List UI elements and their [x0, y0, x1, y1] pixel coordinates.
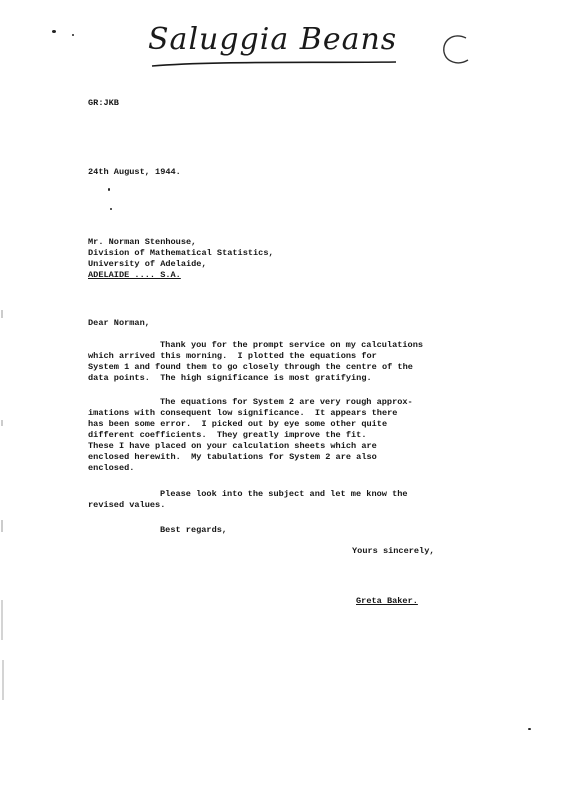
paragraph-line: Thank you for the prompt service on my calculations — [160, 340, 424, 350]
paragraph-line: Please look into the subject and let me know the — [160, 489, 408, 499]
recipient-line: Mr. Norman Stenhouse, — [88, 237, 197, 247]
signature: Greta Baker. — [356, 596, 418, 606]
paragraph-line: has been some error. I picked out by eye some other quite — [88, 419, 388, 429]
paragraph-line: data points. The high significance is most gratifying. — [88, 373, 372, 383]
paragraph-line: System 1 and found them to go closely through the centre of the — [88, 362, 413, 372]
paragraph-line: which arrived this morning. I plotted the equations for — [88, 351, 377, 361]
handwritten-title: Saluggia Beans — [148, 22, 398, 57]
handwritten-circle-mark — [436, 30, 476, 70]
paragraph-line: different coefficients. They greatly improve the fit. — [88, 430, 367, 440]
paragraph-line: imations with consequent low significance. It appears there — [88, 408, 398, 418]
paragraph-line: enclosed. — [88, 463, 135, 473]
reference-code: GR:JKB — [88, 98, 119, 108]
ink-speck — [110, 208, 112, 210]
recipient-line: University of Adelaide, — [88, 259, 207, 269]
paragraph-line: The equations for System 2 are very rough approx- — [160, 397, 413, 407]
signoff: Yours sincerely, — [352, 546, 435, 556]
ink-speck — [108, 188, 110, 191]
salutation: Dear Norman, — [88, 318, 150, 328]
closing: Best regards, — [160, 525, 228, 535]
recipient-line: ADELAIDE .... S.A. — [88, 270, 181, 280]
ink-speck — [528, 728, 531, 730]
letter-date: 24th August, 1944. — [88, 167, 181, 177]
paragraph-line: These I have placed on your calculation sheets which are — [88, 441, 377, 451]
ink-speck — [72, 34, 74, 36]
paragraph-line: enclosed herewith. My tabulations for System 2 are also — [88, 452, 377, 462]
paragraph-line: revised values. — [88, 500, 166, 510]
scan-edge-marks — [0, 300, 6, 720]
ink-speck — [52, 30, 56, 33]
handwritten-underline — [150, 58, 400, 70]
recipient-line: Division of Mathematical Statistics, — [88, 248, 274, 258]
